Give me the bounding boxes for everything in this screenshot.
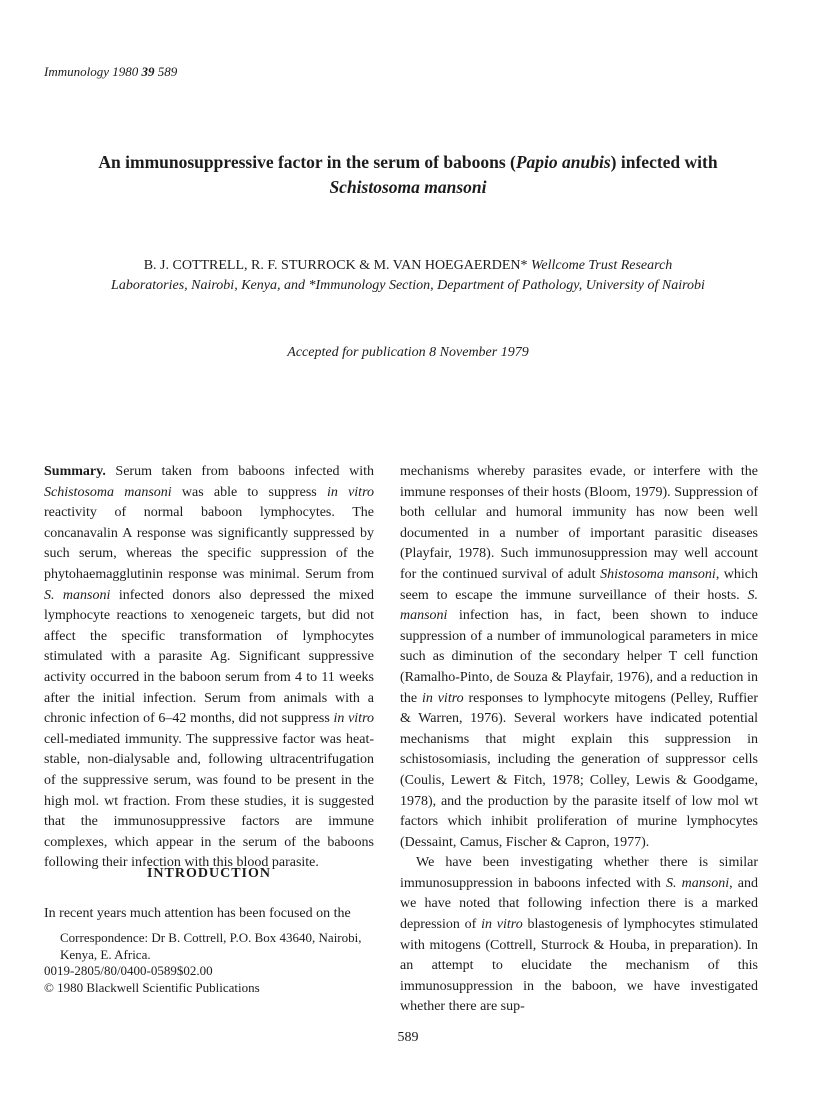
journal-citation bbox=[44, 64, 177, 80]
introduction-first-line: In recent years much attention has been focused on the bbox=[44, 906, 351, 921]
species-name: Papio anubis bbox=[515, 152, 611, 172]
article-title bbox=[40, 150, 776, 200]
introduction-body bbox=[400, 462, 758, 1018]
affiliation-part-1: Wellcome Trust Research bbox=[531, 258, 673, 273]
journal-page: 589 bbox=[157, 64, 178, 79]
parasite-name: Schistosoma mansoni bbox=[329, 177, 487, 197]
journal-name: Immunology bbox=[44, 64, 109, 79]
title-line-1: An immunosuppressive factor in the serum of baboons (Papio anubis) infected with bbox=[98, 152, 718, 172]
author-block bbox=[40, 256, 776, 296]
summary-label: Summary. bbox=[44, 464, 106, 479]
journal-year: 1980 bbox=[112, 64, 139, 79]
accepted-date: Accepted for publication 8 November 1979 bbox=[287, 345, 529, 360]
intro-paragraph-2: We have been investigating whether there is similar immunosuppression in baboons infected with S. mansoni, and we have noted that following infection there is a marked depression of in vitro blastogenesis of lymphocytes stimulated with mitogens (Cottrell, Sturrock & Houba, in preparation). In an attempt to elucidate the mechanism of this immunosuppression in the baboon, we have investigated whether there are sup- bbox=[400, 855, 759, 1015]
intro-paragraph-1: mechanisms whereby parasites evade, or interfere with the immune responses of their hosts (Bloom, 1979). Suppression of both cellular and humoral immunity has now been well documented in a number of important parasitic diseases (Playfair, 1978). Such immunosuppression may well account for the continued survival of adult Shistosoma mansoni, which seem to escape the immune surveillance of their hosts. S. mansoni infection has, in fact, been shown to induce suppression of a number of immunological parameters in mice such as diminution of the secondary helper T cell function (Ramalho-Pinto, de Souza & Playfair, 1976), and a reduction in the in vitro responses to lymphocyte mitogens (Pelley, Ruffier & Warren, 1976). Several workers have indicated potential mechanisms that might explain this suppression in schistosomiasis, including the generation of suppressor cells (Coulis, Lewert & Fitch, 1978; Colley, Lewis & Goodgame, 1978), and the production by the parasite itself of low mol wt factors which inhibit proliferation of murine lymphocytes (Dessaint, Camus, Fischer & Capron, 1977). bbox=[400, 464, 758, 850]
footnotes bbox=[44, 930, 374, 996]
affiliation-part-2: Laboratories, Nairobi, Kenya, and *Immunology Section, Department of Pathology, University of Nairobi bbox=[111, 278, 705, 293]
article-code: 0019-2805/80/0400-0589$02.00 bbox=[44, 963, 213, 978]
journal-volume: 39 bbox=[141, 64, 155, 79]
correspondence-note: Correspondence: Dr B. Cottrell, P.O. Box 43640, Nairobi, Kenya, E. Africa. bbox=[60, 930, 362, 962]
author-names: B. J. COTTRELL, R. F. STURROCK & M. VAN HOEGAERDEN* bbox=[143, 258, 528, 273]
author-line-1 bbox=[40, 256, 776, 276]
section-heading-introduction: INTRODUCTION bbox=[146, 866, 271, 881]
author-line-2 bbox=[40, 276, 776, 296]
summary-paragraph: Summary. Serum taken from baboons infected with Schistosoma mansoni was able to suppress in vitro reactivity of normal baboon lymphocytes. The concanavalin A response was significantly suppressed by such serum, whereas the specific suppression of the phytohaemagglutinin response was minimal. Serum from S. mansoni infected donors also depressed the mixed lymphocyte reactions to xenogeneic targets, but did not affect the specific transformation of lymphocytes stimulated with a parasite Ag. Significant suppressive activity occurred in the baboon serum from 4 to 11 weeks after the initial infection. Serum from animals with a chronic infection of 6–42 months, did not suppress in vitro cell-mediated immunity. The suppressive factor was heat-stable, non-dialysable and, following ultracentrifugation of the suppressive serum, was found to be present in the high mol. wt fraction. From these studies, it is suggested that the immunosuppressive factors are immune complexes, which appear in the serum of the baboons following their infection with this blood parasite. bbox=[44, 464, 375, 871]
page-number: 589 bbox=[397, 1030, 419, 1045]
title-line-2 bbox=[40, 175, 776, 200]
copyright-note: © 1980 Blackwell Scientific Publications bbox=[44, 979, 260, 995]
